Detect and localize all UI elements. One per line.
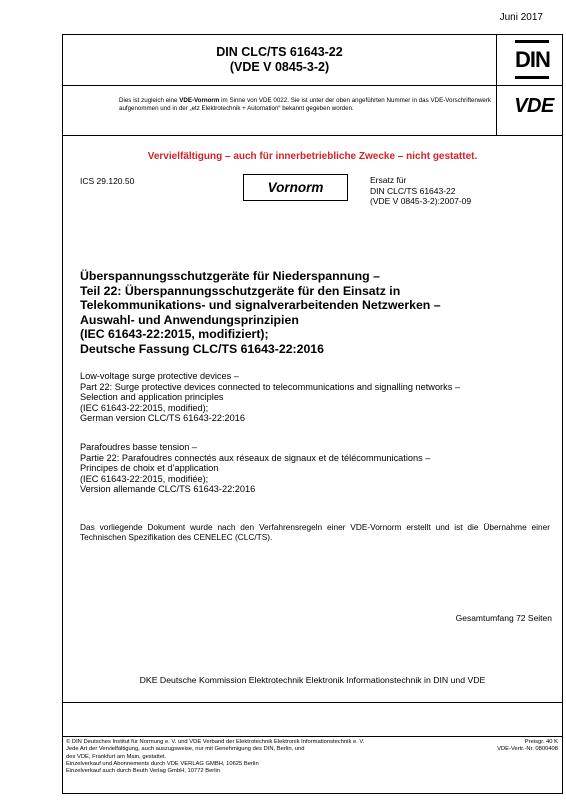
divider (496, 35, 497, 135)
standard-number: DIN CLC/TS 61643-22 (216, 45, 343, 59)
total-pages: Gesamtumfang 72 Seiten (455, 613, 552, 623)
divider (63, 736, 562, 737)
copy-warning: Vervielfältigung – auch für innerbetriebliche Zwecke – nicht gestattet. (147, 151, 478, 162)
ics-code: ICS 29.120.50 (80, 176, 135, 186)
price-info: Preisgr. 40 K VDE-Vertr.-Nr. 0800408 (497, 739, 558, 753)
divider (63, 702, 562, 703)
vde-vornorm-notice: Dies ist zugleich eine VDE-Vornorm im Sinne von VDE 0022. Sie ist unter der oben angeführten Nummer in das VDE-Vorschriftenwerk aufgenommen und in der „etz Elektrotechnik + Automation“ bekannt gegeben worden. (119, 97, 492, 112)
dke-line: DKE Deutsche Kommission Elektrotechnik Elektronik Informationstechnik in DIN und VDE (139, 675, 486, 685)
title-french: Parafoudres basse tension – Partie 22: Parafoudres connectés aux réseaux de signaux et de télécommunications – Principes de choix et d’application (IEC 61643-22:2015, modifiée); Version allemande CLC/TS 61643-22:2016 (80, 442, 431, 495)
title-english: Low-voltage surge protective devices – Part 22: Surge protective devices connected to telecommunications and signalling networks – Selection and application principles (IEC 61643-22:2015, modified); German version CLC/TS 61643-22:2016 (80, 371, 460, 424)
publication-date: Juni 2017 (499, 12, 543, 23)
divider (63, 85, 562, 86)
cover-frame (62, 34, 563, 794)
standard-number-block (63, 45, 496, 75)
procedure-note: Das vorliegende Dokument wurde nach den Verfahrensregeln einer VDE-Vornorm erstellt und ist die Übernahme einer Technischen Spezifikation des CENELEC (CLC/TS). (80, 522, 550, 543)
vde-number: (VDE V 0845-3-2) (229, 60, 330, 74)
vde-logo: VDE (514, 95, 554, 117)
din-logo: DIN (515, 40, 549, 80)
copyright-footer: © DIN Deutsches Institut für Normung e. V. und VDE Verband der Elektrotechnik Elektronik Informationstechnik e. V. Jede Art der Vervielfältigung, auch auszugsweise, nur mit Genehmigung des DIN, Berlin, und des VDE, Frankfurt am Main, gestattet. Einzelverkauf und Abonnements durch VDE VERLAG GMBH, 10625 Berlin Einzelverkauf auch durch Beuth Verlag GmbH, 10772 Berlin (66, 739, 365, 775)
document-type-badge: Vornorm (243, 174, 348, 201)
replacement-info: Ersatz für DIN CLC/TS 61643-22 (VDE V 0845-3-2):2007-09 (370, 175, 472, 206)
title-german: Überspannungsschutzgeräte für Niederspannung – Teil 22: Überspannungsschutzgeräte für den Einsatz in Telekommunikations- und signalverarbeitenden Netzwerken – Auswahl- und Anwendungsprinzipien (IEC 61643-22:2015, modifiziert); Deutsche Fassung CLC/TS 61643-22:2016 (80, 269, 441, 356)
divider (63, 135, 562, 136)
